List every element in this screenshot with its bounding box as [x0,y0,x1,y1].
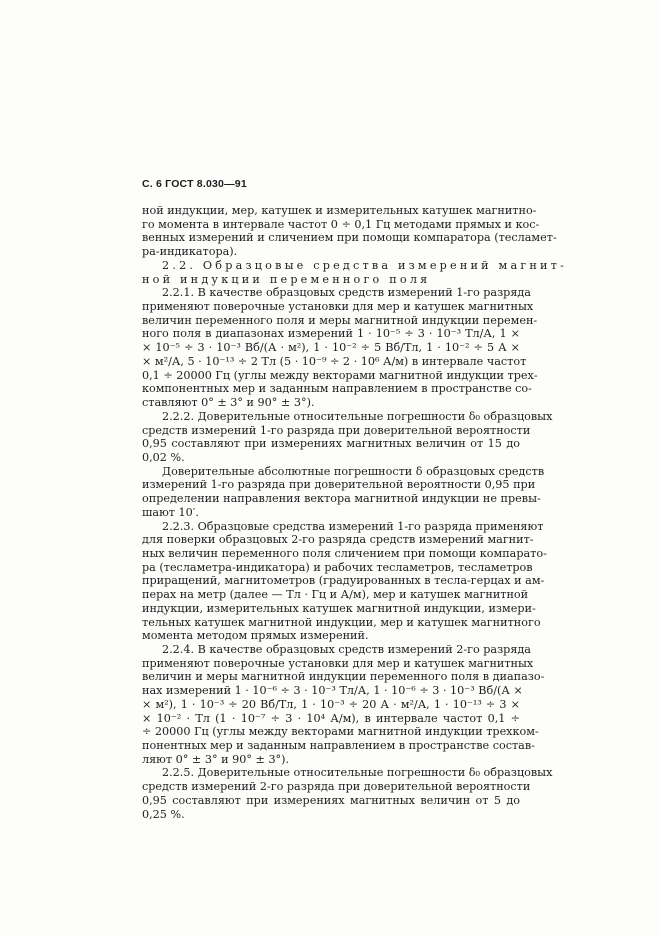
text-line: Доверительные абсолютные погрешности δ образцовых средств [162,464,545,478]
text-line: ной индукции, мер, катушек и измерительных катушек магнитно- [142,204,537,217]
text-line: ной индукции переменного поля [142,272,431,286]
text-line: величин и меры магнитной индукции переменного поля в диапазо- [142,670,545,684]
text-line: ного поля в диапазонах измерений 1 · 10⁻⁵ ÷ 3 · 10⁻³ Тл/А, 1 × [142,327,520,341]
text-line: компонентных мер и заданным направлением в пространстве со- [142,382,532,396]
text-line: 2.2.4. В качестве образцовых средств измерений 2-го разряда [162,643,531,656]
text-line: определении направления вектора магнитной индукции не превы- [142,492,541,506]
text-line: 2.2.1. В качестве образцовых средств измерений 1-го разряда [162,286,531,300]
text-line: 0,1 ÷ 20000 Гц (углы между векторами магнитной индукции трех- [142,368,538,382]
text-line: момента методом прямых измерений. [142,629,369,643]
text-line: × 10⁻⁵ ÷ 3 · 10⁻³ Вб/(А · м²), 1 · 10⁻² ÷ 5 Вб/Тл, 1 · 10⁻² ÷ 5 А × [142,341,520,355]
text-line: 2.2.2. Доверительные относительные погрешности δ₀ образцовых [162,409,553,423]
text-line: ставляют 0° ± 3° и 90° ± 3°). [142,396,315,410]
text-line: го момента в интервале частот 0 ÷ 0,1 Гц методами прямых и кос- [142,217,540,231]
text-line: ра-индикатора). [142,245,238,259]
text-line: измерений 1-го разряда при доверительной вероятности 0,95 при [142,478,536,492]
text-line: венных измерений и сличением при помощи компаратора (тесламет- [142,231,557,245]
text-line: ных величин переменного поля сличением при помощи компарато- [142,546,547,560]
text-line: 0,02 %. [142,450,185,464]
text-line: ра (тесламетра-индикатора) и рабочих тесламетров, тесламетров [142,560,533,574]
text-line: приращений, магнитометров (градуированных в тесла-герцах и ам- [142,574,545,588]
text-line: 0,95 составляют при измерениях магнитных величин от 5 до [142,793,520,807]
text-line: перах на метр (далее — Тл · Гц и А/м), мер и катушек магнитной [142,588,529,602]
text-line: средств измерений 1-го разряда при доверительной вероятности [142,423,531,437]
text-line: × м²), 1 · 10⁻³ ÷ 20 Вб/Тл, 1 · 10⁻³ ÷ 20 А · м²/А, 1 · 10⁻¹³ ÷ 3 × [142,697,520,711]
document-body [142,204,568,821]
text-line: индукции, измерительных катушек магнитной индукции, измери- [142,601,536,615]
text-line: ляют 0° ± 3° и 90° ± 3°). [142,752,290,766]
text-line: 2.2. Образцовые средства измерений магнит- [162,258,568,272]
text-line: величин переменного поля и меры магнитной индукции перемен- [142,313,538,327]
text-line: × 10⁻² · Тл (1 · 10⁻⁷ ÷ 3 · 10⁴ А/м), в интервале частот 0,1 ÷ [142,711,520,725]
text-line: ÷ 20000 Гц (углы между векторами магнитной индукции трехком- [142,725,539,739]
text-line: применяют поверочные установки для мер и катушек магнитных [142,300,534,314]
text-line: 2.2.5. Доверительные относительные погрешности δ₀ образцовых [162,766,553,780]
text-line: для поверки образцовых 2-го разряда средств измерений магнит- [142,533,534,547]
text-line: × м²/А, 5 · 10⁻¹³ ÷ 2 Тл (5 · 10⁻⁹ ÷ 2 · 10⁶ А/м) в интервале частот [142,354,527,368]
text-line: тельных катушек магнитной индукции, мер и катушек магнитного [142,615,541,629]
text-line: нах измерений 1 · 10⁻⁶ ÷ 3 · 10⁻³ Тл/А, 1 · 10⁻⁶ ÷ 3 · 10⁻³ Вб/(А × [142,684,523,698]
text-line: шают 10′. [142,505,199,519]
text-line: средств измерений 2-го разряда при доверительной вероятности [142,780,531,794]
text-line: 0,95 составляют при измерениях магнитных величин от 15 до [142,437,520,451]
text-line: понентных мер и заданным направлением в пространстве состав- [142,739,535,753]
page-header: С. 6 ГОСТ 8.030—91 [142,178,247,190]
text-line: 0,25 %. [142,807,185,821]
text-line: 2.2.3. Образцовые средства измерений 1-го разряда применяют [162,519,544,533]
text-line: применяют поверочные установки для мер и катушек магнитных [142,656,534,670]
